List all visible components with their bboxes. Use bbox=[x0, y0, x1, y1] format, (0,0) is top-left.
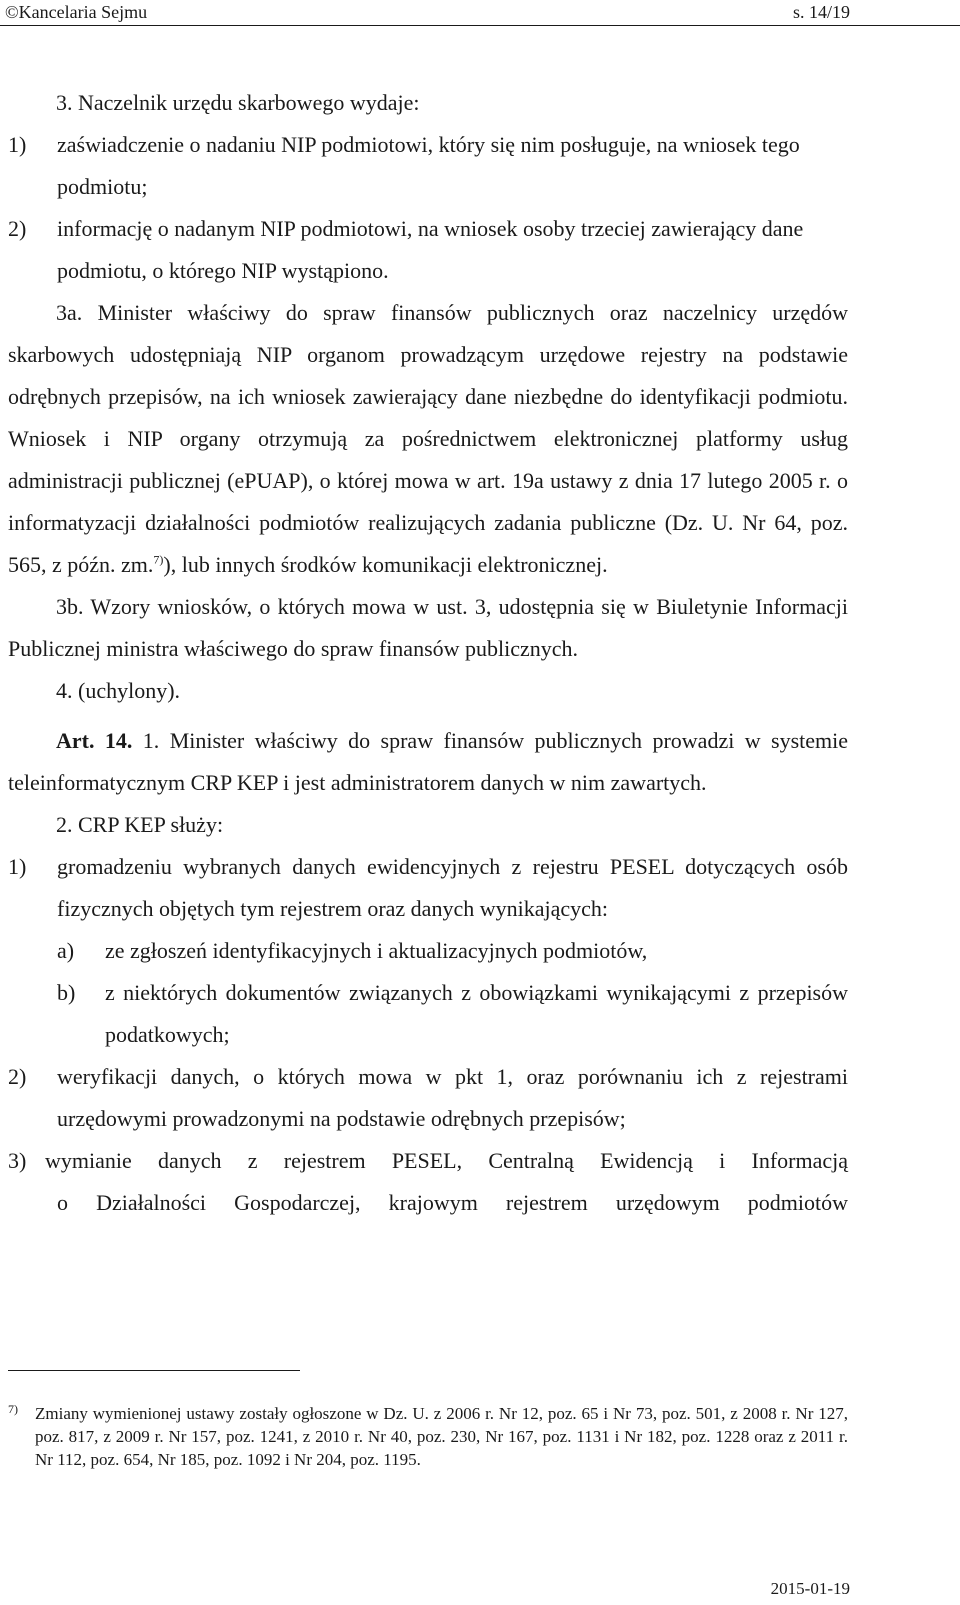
page-number: s. 14/19 bbox=[792, 2, 850, 22]
list-item-text: gromadzeniu wybranych danych ewidencyjnych z rejestru PESEL dotyczących osób fizycznych objętych tym rejestrem oraz danych wynikających: bbox=[57, 854, 848, 921]
document-body bbox=[8, 82, 848, 1224]
list-item-14-1 bbox=[8, 846, 848, 930]
article-14-heading: Art. 14. bbox=[56, 728, 133, 753]
paragraph-3b: 3b. Wzory wniosków, o których mowa w ust. 3, udostępnia się w Biuletynie Informacji Publicznej ministra właściwego do spraw finansów publicznych. bbox=[8, 594, 848, 661]
document-date: 2015-01-19 bbox=[770, 1579, 850, 1598]
list-item-text: zaświadczenie o nadaniu NIP podmiotowi, który się nim posługuje, na wniosek tego podmiotu; bbox=[57, 132, 800, 199]
copyright-label: ©Kancelaria Sejmu bbox=[5, 2, 148, 22]
list-item-3-2 bbox=[8, 208, 848, 292]
paragraph-4: 4. (uchylony). bbox=[56, 678, 181, 703]
paragraph-3a-text-end: ), lub innych środków komunikacji elektronicznej. bbox=[163, 552, 608, 577]
list-item-14-2 bbox=[8, 1056, 848, 1140]
list-item-text-line-1: wymianie danych z rejestrem PESEL, Centralną Ewidencją i Informacją bbox=[45, 1148, 848, 1173]
article-14-paragraph-2: 2. CRP KEP służy: bbox=[56, 812, 224, 837]
list-item-14-3 bbox=[8, 1140, 848, 1224]
list-subitem-text: ze zgłoszeń identyfikacyjnych i aktualizacyjnych podmiotów, bbox=[105, 938, 648, 963]
list-letter: b) bbox=[57, 980, 76, 1005]
list-subitem-text: z niektórych dokumentów związanych z obowiązkami wynikającymi z przepisów podatkowych; bbox=[105, 980, 848, 1047]
page-header bbox=[0, 0, 960, 26]
footnote-marker: 7) bbox=[8, 1402, 18, 1416]
list-item-text-line-2: o Działalności Gospodarczej, krajowym rejestrem urzędowym podmiotów bbox=[57, 1190, 848, 1215]
paragraph-3a bbox=[8, 292, 848, 586]
list-number: 1) bbox=[8, 132, 27, 157]
footnote-reference[interactable]: 7) bbox=[153, 552, 164, 567]
list-subitem-a bbox=[8, 930, 848, 972]
footnote-divider bbox=[8, 1370, 300, 1371]
footnote bbox=[8, 1402, 848, 1471]
paragraph-3-intro: 3. Naczelnik urzędu skarbowego wydaje: bbox=[56, 90, 420, 115]
footnote-text: Zmiany wymienionej ustawy zostały ogłoszone w Dz. U. z 2006 r. Nr 12, poz. 65 i Nr 73, poz. 501, z 2008 r. Nr 127, poz. 817, z 2009 r. Nr 157, poz. 1241, z 2010 r. Nr 40, poz. 230, Nr 167, poz. 1131 i Nr 182, poz. 1228 oraz z 2011 r. Nr 112, poz. 654, Nr 185, poz. 1092 i Nr 204, poz. 1195. bbox=[35, 1404, 848, 1469]
list-number: 2) bbox=[8, 1064, 27, 1089]
list-number: 2) bbox=[8, 216, 27, 241]
list-item-text: informację o nadanym NIP podmiotowi, na wniosek osoby trzeciej zawierający dane podmiotu, o którego NIP wystąpiono. bbox=[57, 216, 804, 283]
list-item-text: weryfikacji danych, o których mowa w pkt 1, oraz porównaniu ich z rejestrami urzędowymi prowadzonymi na podstawie odrębnych przepisów; bbox=[57, 1064, 848, 1131]
list-item-3-1 bbox=[8, 124, 848, 208]
header-divider bbox=[0, 25, 960, 26]
list-number: 1) bbox=[8, 854, 27, 879]
list-number: 3) bbox=[8, 1148, 27, 1173]
article-14-p1-text: 1. Minister właściwy do spraw finansów publicznych prowadzi w systemie teleinformatycznym CRP KEP i jest administratorem danych w nim zawartych. bbox=[8, 728, 848, 795]
list-letter: a) bbox=[57, 938, 75, 963]
article-14-paragraph-1 bbox=[8, 720, 848, 804]
paragraph-3a-text: 3a. Minister właściwy do spraw finansów publicznych oraz naczelnicy urzędów skarbowych udostępniają NIP organom prowadzącym urzędowe rejestry na podstawie odrębnych przepisów, na ich wniosek zawierający dane niezbędne do identyfikacji podmiotu. Wniosek i NIP organy otrzymują za pośrednictwem elektronicznej platformy usług administracji publicznej (ePUAP), o której mowa w art. 19a ustawy z dnia 17 lutego 2005 r. o informatyzacji działalności podmiotów realizujących zadania publiczne (Dz. U. Nr 64, poz. 565, z późn. zm. bbox=[8, 300, 848, 577]
list-subitem-b bbox=[8, 972, 848, 1056]
